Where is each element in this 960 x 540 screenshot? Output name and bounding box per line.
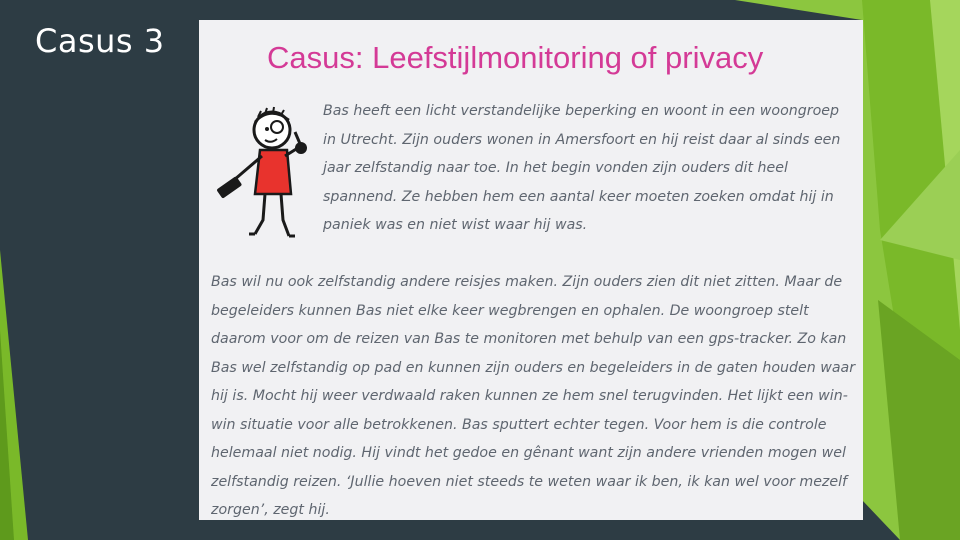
case-heading: Casus: Leefstijlmonitoring of privacy [267, 40, 764, 75]
person-with-magnifier-icon [215, 102, 319, 242]
case-story-paragraph: Bas wil nu ook zelfstandig andere reisjes maken. Zijn ouders zien dit niet zitten. Maar de begeleiders kunnen Bas niet elke keer wegbrengen en ophalen. De woongroep stelt daarom voor om de reizen van Bas te monitoren met behulp van een gps-tracker. Zo kan Bas wel zelfstandig op pad en kunnen zijn ouders en begeleiders in de gaten houden waar hij is. Mocht hij weer verdwaald raken kunnen ze hem snel terugvinden. Het lijkt een win-win situatie voor alle betrokkenen. Bas sputtert echter tegen. Voor hem is die controle helemaal niet nodig. Hij vindt het gedoe en gênant want zijn andere vrienden mogen wel zelfstandig reizen. ‘Jullie hoeven niet steeds te weten waar ik ben, ik kan wel voor mezelf zorgen’, zegt hij. [211, 274, 856, 518]
case-card [199, 20, 863, 520]
case-intro-paragraph: Bas heeft een licht verstandelijke beperking en woont in een woongroep in Utrecht. Zijn ouders wonen in Amersfoort en hij reist daar al sinds een jaar zelfstandig naar toe. In het begin vonden zijn ouders dit heel spannend. Ze hebben hem een aantal keer moeten zoeken omdat hij in paniek was en niet wist waar hij was. [323, 103, 841, 233]
slide-title: Casus 3 [35, 22, 165, 60]
